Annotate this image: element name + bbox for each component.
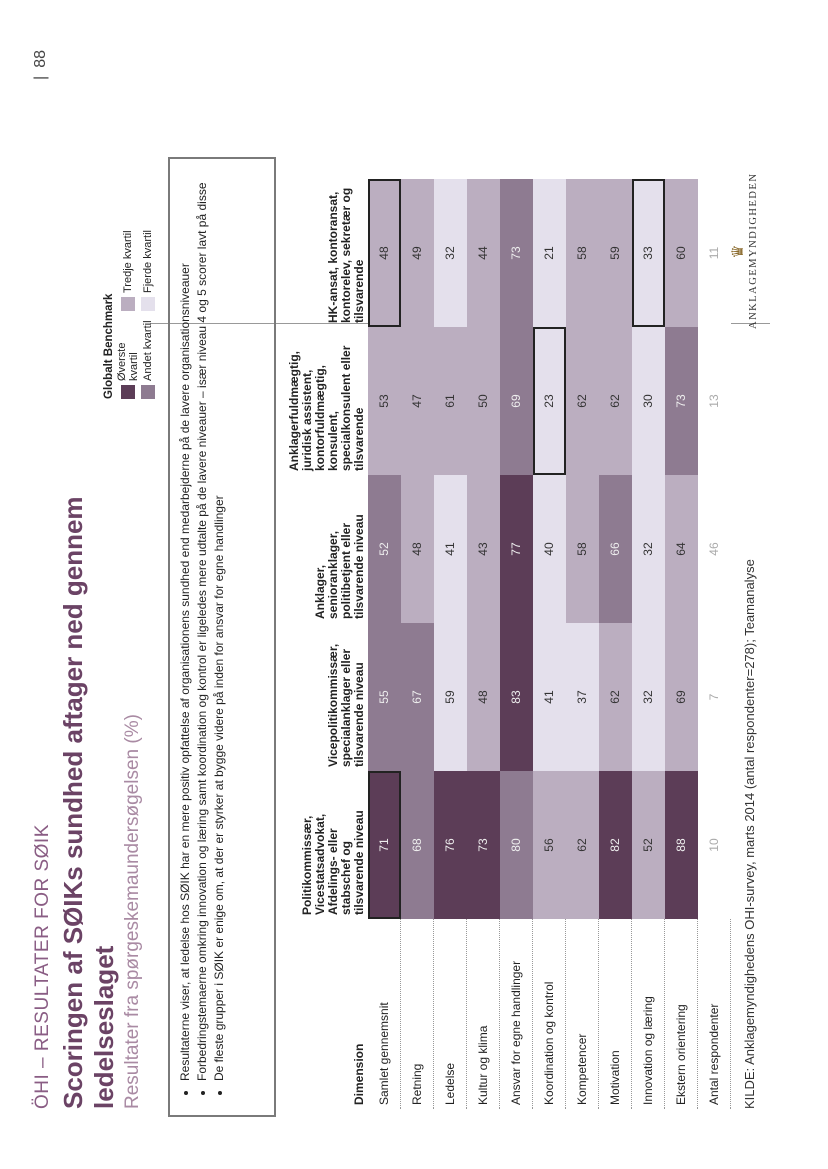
value-cell: 53 bbox=[368, 327, 401, 475]
value-cell: 83 bbox=[500, 623, 533, 771]
section-label: ÖHI – RESULTATER FOR SØIK bbox=[32, 824, 53, 1109]
dimension-cell: Antal respondenter bbox=[698, 919, 731, 1109]
legend bbox=[103, 223, 158, 399]
value-cell: 11 bbox=[698, 179, 731, 327]
legend-label: Andet kvartil bbox=[142, 320, 154, 381]
table-row bbox=[401, 179, 434, 1109]
value-cell: 80 bbox=[500, 771, 533, 919]
value-cell: 46 bbox=[698, 475, 731, 623]
value-cell: 76 bbox=[434, 771, 467, 919]
value-cell: 62 bbox=[599, 623, 632, 771]
table-row bbox=[698, 179, 731, 1109]
value-cell: 47 bbox=[401, 327, 434, 475]
column-header: Politikommissær, Vicestatsadvokat, Afdelings- eller stabschef og tilsvarende niveau bbox=[300, 810, 366, 915]
table-row bbox=[434, 179, 467, 1109]
value-cell: 69 bbox=[500, 327, 533, 475]
dimension-cell: Motivation bbox=[599, 919, 632, 1109]
value-cell: 64 bbox=[665, 475, 698, 623]
note-item: • Forbedringstemaerne omkring innovation og læring samt koordination og kontrol er ligeledes mere udtalte på de lavere niveauer – især niveau 4 og 5 scorer lavt på disse bbox=[195, 171, 210, 1081]
value-cell: 62 bbox=[566, 327, 599, 475]
value-cell: 48 bbox=[467, 623, 500, 771]
value-cell: 69 bbox=[665, 623, 698, 771]
value-cell: 52 bbox=[632, 771, 665, 919]
column-header-dimension: Dimension bbox=[352, 1043, 366, 1105]
value-cell: 43 bbox=[467, 475, 500, 623]
value-cell: 52 bbox=[368, 475, 401, 623]
table-row bbox=[665, 179, 698, 1109]
legend-item bbox=[141, 311, 155, 399]
page-subtitle: Resultater fra spørgeskemaundersøgelsen (%) bbox=[122, 714, 143, 1109]
dimension-cell: Ekstern orientering bbox=[665, 919, 698, 1109]
value-cell: 58 bbox=[566, 179, 599, 327]
value-cell: 56 bbox=[533, 771, 566, 919]
column-header: Vicepolitikommissær, specialanklager eller tilsvarende niveau bbox=[326, 643, 366, 767]
value-cell: 10 bbox=[698, 771, 731, 919]
value-cell: 88 bbox=[665, 771, 698, 919]
table-row bbox=[632, 179, 665, 1109]
dimension-cell: Kultur og klima bbox=[467, 919, 500, 1109]
value-cell: 48 bbox=[368, 179, 401, 327]
legend-swatch bbox=[141, 385, 155, 399]
table-row bbox=[533, 179, 566, 1109]
value-cell: 59 bbox=[599, 179, 632, 327]
value-cell: 73 bbox=[500, 179, 533, 327]
value-cell: 41 bbox=[434, 475, 467, 623]
value-cell: 58 bbox=[566, 475, 599, 623]
value-cell: 13 bbox=[698, 327, 731, 475]
value-cell: 40 bbox=[533, 475, 566, 623]
value-cell: 66 bbox=[599, 475, 632, 623]
dimension-cell: Innovation og læring bbox=[632, 919, 665, 1109]
value-cell: 61 bbox=[434, 327, 467, 475]
dimension-cell: Samlet gennemsnit bbox=[368, 919, 401, 1109]
note-item: • De fleste grupper i SØIK er enige om, at der er styrker at bygge videre på inden for ansvar for egne handlinger bbox=[212, 171, 227, 1081]
logo-text: ANKLAGEMYNDIGHEDEN bbox=[748, 172, 759, 329]
value-cell: 23 bbox=[533, 327, 566, 475]
dimension-cell: Retning bbox=[401, 919, 434, 1109]
value-cell: 82 bbox=[599, 771, 632, 919]
value-cell: 44 bbox=[467, 179, 500, 327]
page-number: |88 bbox=[32, 50, 49, 80]
value-cell: 73 bbox=[467, 771, 500, 919]
legend-label: Fjerde kvartil bbox=[142, 230, 154, 293]
column-header: Anklager, senioranklager, politibetjent eller tilsvarende niveau bbox=[313, 514, 366, 619]
value-cell: 37 bbox=[566, 623, 599, 771]
dimension-cell: Kompetencer bbox=[566, 919, 599, 1109]
value-cell: 73 bbox=[665, 327, 698, 475]
value-cell: 68 bbox=[401, 771, 434, 919]
legend-swatch bbox=[141, 297, 155, 311]
value-cell: 60 bbox=[665, 179, 698, 327]
legend-swatch bbox=[121, 385, 135, 399]
dimension-cell: Ledelse bbox=[434, 919, 467, 1109]
value-cell: 62 bbox=[566, 771, 599, 919]
value-cell: 71 bbox=[368, 771, 401, 919]
value-cell: 62 bbox=[599, 327, 632, 475]
value-cell: 49 bbox=[401, 179, 434, 327]
legend-item bbox=[116, 311, 140, 399]
value-cell: 33 bbox=[632, 179, 665, 327]
value-cell: 41 bbox=[533, 623, 566, 771]
page-title: Scoringen af SØIKs sundhed aftager ned gennem ledelseslaget bbox=[58, 496, 119, 1109]
legend-title: Globalt Benchmark bbox=[103, 293, 115, 399]
notes-box bbox=[168, 157, 276, 1117]
results-table bbox=[286, 179, 731, 1109]
value-cell: 32 bbox=[434, 179, 467, 327]
value-cell: 67 bbox=[401, 623, 434, 771]
logo bbox=[728, 173, 759, 329]
legend-item bbox=[141, 223, 155, 311]
dimension-cell: Ansvar for egne handlinger bbox=[500, 919, 533, 1109]
dimension-cell: Koordination og kontrol bbox=[533, 919, 566, 1109]
value-cell: 21 bbox=[533, 179, 566, 327]
value-cell: 50 bbox=[467, 327, 500, 475]
value-cell: 59 bbox=[434, 623, 467, 771]
legend-label: Øverste kvartil bbox=[116, 342, 140, 382]
column-header: HK-ansat, kontoransat, kontorelev, sekretær og tilsvarende bbox=[326, 187, 366, 323]
column-header: Anklagerfuldmægtig, juridisk assistent, kontorfuldmægtig, konsulent, specialkonsulent eller tilsvarende bbox=[287, 345, 366, 471]
table-row bbox=[566, 179, 599, 1109]
table-row bbox=[368, 179, 401, 1109]
table-row bbox=[599, 179, 632, 1109]
value-cell: 55 bbox=[368, 623, 401, 771]
legend-label: Tredje kvartil bbox=[122, 230, 134, 293]
table-header-row bbox=[286, 179, 368, 1109]
page-number-value: 88 bbox=[32, 50, 49, 68]
value-cell: 77 bbox=[500, 475, 533, 623]
source-note: KILDE: Anklagemyndighedens OHI-survey, marts 2014 (antal respondenter=278); Teamanalyse bbox=[742, 559, 757, 1109]
table-row bbox=[500, 179, 533, 1109]
value-cell: 32 bbox=[632, 623, 665, 771]
value-cell: 7 bbox=[698, 623, 731, 771]
value-cell: 32 bbox=[632, 475, 665, 623]
table-row bbox=[467, 179, 500, 1109]
note-item: • Resultaterne viser, at ledelse hos SØIK har en mere positiv opfattelse af organisationens sundhed end medarbejderne på de lavere organisationsniveauer bbox=[178, 171, 193, 1081]
value-cell: 48 bbox=[401, 475, 434, 623]
legend-swatch bbox=[121, 297, 135, 311]
value-cell: 30 bbox=[632, 327, 665, 475]
legend-item bbox=[121, 223, 135, 311]
crown-icon: ♛ bbox=[730, 242, 747, 259]
